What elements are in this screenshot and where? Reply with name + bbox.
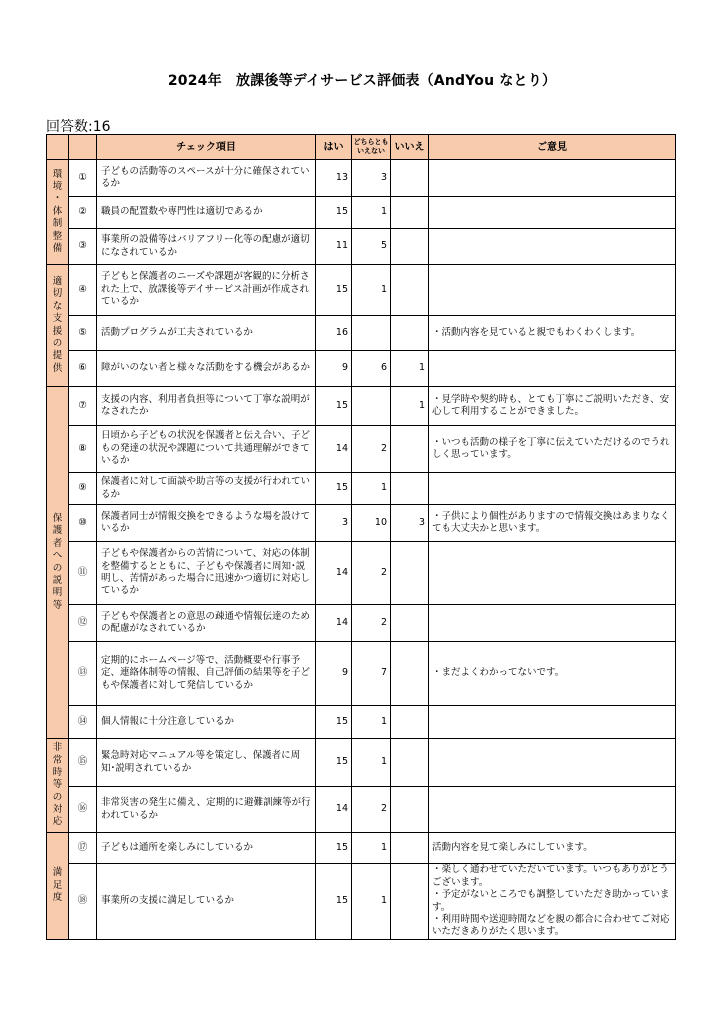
- item-number: ⑨: [69, 473, 97, 505]
- section-char: 常: [52, 754, 63, 766]
- section-char: 度: [52, 892, 63, 904]
- yes-count: 15: [316, 473, 352, 505]
- opinion-text: ・活動内容を見ていると親でもわくわくします。: [432, 326, 641, 338]
- opinion-cell: [429, 542, 676, 605]
- table-row: [47, 787, 676, 833]
- table-row: [47, 833, 676, 864]
- item-number: ②: [69, 197, 97, 229]
- table-row: [47, 642, 676, 706]
- neither-count: 2: [352, 787, 391, 833]
- yes-count: 15: [316, 265, 352, 316]
- check-item-text: 緊急時対応マニュアル等を策定し、保護者に周知･説明されているか: [97, 739, 316, 787]
- table-row: [47, 864, 676, 940]
- neither-count: 6: [352, 351, 391, 387]
- yes-count: 9: [316, 642, 352, 706]
- item-number: ⑱: [69, 864, 97, 940]
- table-row: [47, 197, 676, 229]
- no-count: [391, 642, 429, 706]
- opinion-cell: [429, 160, 676, 197]
- table-row: [47, 265, 676, 316]
- no-count: [391, 542, 429, 605]
- yes-count: 13: [316, 160, 352, 197]
- respondent-count: 回答数:16: [46, 119, 111, 135]
- check-item-text: 個人情報に十分注意しているか: [97, 706, 316, 739]
- section-char: 備: [52, 242, 63, 254]
- no-count: [391, 197, 429, 229]
- table-row: [47, 387, 676, 426]
- opinion-cell: [429, 316, 676, 351]
- neither-count: 1: [352, 739, 391, 787]
- neither-count: 1: [352, 706, 391, 739]
- item-number: ⑥: [69, 351, 97, 387]
- section-char: 護: [52, 525, 63, 537]
- section-char: の: [52, 791, 63, 803]
- opinion-cell: [429, 351, 676, 387]
- yes-count: 15: [316, 739, 352, 787]
- opinion-text: 活動内容を見て楽しみにしています。: [432, 841, 593, 853]
- table-row: [47, 739, 676, 787]
- yes-count: 11: [316, 229, 352, 265]
- check-item-text: 活動プログラムが工夫されているか: [97, 316, 316, 351]
- check-item-text: 子どもと保護者のニーズや課題が客観的に分析された上で、放課後等デイサービス計画が作成されているか: [97, 265, 316, 316]
- table-row: [47, 706, 676, 739]
- check-item-text: 子どもの活動等のスペースが十分に確保されているか: [97, 160, 316, 197]
- yes-count: 15: [316, 706, 352, 739]
- table-row: [47, 351, 676, 387]
- opinion-cell: [429, 787, 676, 833]
- neither-count: 2: [352, 426, 391, 473]
- neither-count: [352, 387, 391, 426]
- opinion-cell: [429, 197, 676, 229]
- section-char: 整: [52, 230, 63, 242]
- section-char: 応: [52, 816, 63, 828]
- section-char: の: [52, 562, 63, 574]
- table-row: [47, 542, 676, 605]
- header-row: [47, 135, 676, 160]
- neither-count: 1: [352, 833, 391, 864]
- item-number: ⑦: [69, 387, 97, 426]
- yes-count: 14: [316, 426, 352, 473]
- section-label: [47, 387, 69, 739]
- opinion-text: ・楽しく通わせていただいています。いつもありがとうございます。: [432, 864, 669, 888]
- neither-count: 1: [352, 265, 391, 316]
- section-char: 足: [52, 879, 63, 891]
- item-number: ⑤: [69, 316, 97, 351]
- no-count: [391, 605, 429, 642]
- neither-count: 7: [352, 642, 391, 706]
- yes-count: 14: [316, 542, 352, 605]
- neither-count: 1: [352, 473, 391, 505]
- check-item-text: 日頃から子どもの状況を保護者と伝え合い、子どもの発達の状況や課題について共通理解ができているか: [97, 426, 316, 473]
- evaluation-table: [46, 134, 676, 940]
- item-number: ⑪: [69, 542, 97, 605]
- section-char: 非: [52, 742, 63, 754]
- header-check-item: チェック項目: [97, 135, 316, 160]
- section-char: 説: [52, 574, 63, 586]
- section-char: 等: [52, 779, 63, 791]
- check-item-text: 保護者に対して面談や助言等の支援が行われているか: [97, 473, 316, 505]
- item-number: ⑰: [69, 833, 97, 864]
- check-item-text: 職員の配置数や専門性は適切であるか: [97, 197, 316, 229]
- check-item-text: 障がいのない者と様々な活動をする機会があるか: [97, 351, 316, 387]
- no-count: [391, 473, 429, 505]
- item-number: ⑫: [69, 605, 97, 642]
- section-char: 境: [52, 181, 63, 193]
- yes-count: 9: [316, 351, 352, 387]
- neither-count: 10: [352, 505, 391, 542]
- header-number: [69, 135, 97, 160]
- item-number: ③: [69, 229, 97, 265]
- opinion-text: ・予定がないところでも調整していただき助かっています。: [432, 889, 670, 913]
- yes-count: 15: [316, 833, 352, 864]
- header-yes: はい: [316, 135, 352, 160]
- opinion-cell: [429, 642, 676, 706]
- opinion-cell: [429, 265, 676, 316]
- section-char: 者: [52, 537, 63, 549]
- opinion-text: ・子供により個性がありますので情報交換はあまりなくても大丈夫かと思います。: [432, 510, 670, 534]
- section-char: 保: [52, 513, 63, 525]
- table-row: [47, 229, 676, 265]
- table-row: [47, 505, 676, 542]
- table-row: [47, 605, 676, 642]
- section-char: 制: [52, 218, 63, 230]
- section-char: 体: [52, 205, 63, 217]
- page-title: 2024年 放課後等デイサービス評価表（AndYou なとり）: [167, 73, 557, 89]
- yes-count: 3: [316, 505, 352, 542]
- no-count: 3: [391, 505, 429, 542]
- item-number: ⑬: [69, 642, 97, 706]
- check-item-text: 事業所の支援に満足しているか: [97, 864, 316, 940]
- check-item-text: 子どもや保護者との意思の疎通や情報伝達のための配慮がなされているか: [97, 605, 316, 642]
- check-item-text: 子どもは通所を楽しみにしているか: [97, 833, 316, 864]
- yes-count: 15: [316, 387, 352, 426]
- table-row: [47, 316, 676, 351]
- opinion-cell: [429, 706, 676, 739]
- table-row: [47, 160, 676, 197]
- opinion-cell: [429, 505, 676, 542]
- section-char: 等: [52, 599, 63, 611]
- check-item-text: 定期的にホームページ等で、活動概要や行事予定、連絡体制等の情報、自己評価の結果等を子どもや保護者に対して発信しているか: [97, 642, 316, 706]
- opinion-cell: [429, 229, 676, 265]
- check-item-text: 非常災害の発生に備え、定期的に避難訓練等が行われているか: [97, 787, 316, 833]
- check-item-text: 子どもや保護者からの苦情について、対応の体制を整備するとともに、子どもや保護者に周知･説明し、苦情があった場合に迅速かつ適切に対応しているか: [97, 542, 316, 605]
- header-no: いいえ: [391, 135, 429, 160]
- no-count: 1: [391, 351, 429, 387]
- yes-count: 16: [316, 316, 352, 351]
- yes-count: 15: [316, 864, 352, 940]
- no-count: 1: [391, 387, 429, 426]
- no-count: [391, 265, 429, 316]
- no-count: [391, 229, 429, 265]
- section-char: 適: [52, 276, 63, 288]
- header-opinion: ご意見: [429, 135, 676, 160]
- opinion-cell: [429, 833, 676, 864]
- neither-count: 2: [352, 542, 391, 605]
- opinion-cell: [429, 739, 676, 787]
- section-char: ・: [52, 193, 63, 205]
- opinion-cell: [429, 426, 676, 473]
- neither-count: 1: [352, 864, 391, 940]
- section-char: 時: [52, 766, 63, 778]
- check-item-text: 保護者同士が情報交換をできるような場を設けているか: [97, 505, 316, 542]
- opinion-cell: [429, 864, 676, 940]
- no-count: [391, 833, 429, 864]
- section-char: の: [52, 337, 63, 349]
- section-char: 明: [52, 587, 63, 599]
- opinion-text: ・利用時間や送迎時間などを親の都合に合わせてご対応いただきありがたく思います。: [432, 913, 670, 938]
- opinion-cell: [429, 387, 676, 426]
- section-char: 環: [52, 168, 63, 180]
- neither-count: 2: [352, 605, 391, 642]
- opinion-cell: [429, 605, 676, 642]
- section-label: [47, 160, 69, 265]
- no-count: [391, 739, 429, 787]
- header-neither: どちらとも いえない: [352, 135, 391, 160]
- item-number: ⑭: [69, 706, 97, 739]
- neither-count: [352, 316, 391, 351]
- opinion-cell: [429, 473, 676, 505]
- section-char: 対: [52, 804, 63, 816]
- section-char: 満: [52, 867, 63, 879]
- item-number: ⑩: [69, 505, 97, 542]
- opinion-text: ・まだよくわかってないです。: [432, 667, 565, 679]
- opinion-text: ・いつも活動の様子を丁寧に伝えていただけるのでうれしく思っています。: [432, 436, 670, 460]
- section-char: 供: [52, 362, 63, 374]
- no-count: [391, 864, 429, 940]
- item-number: ④: [69, 265, 97, 316]
- yes-count: 14: [316, 605, 352, 642]
- header-section: [47, 135, 69, 160]
- neither-count: 1: [352, 197, 391, 229]
- no-count: [391, 316, 429, 351]
- neither-count: 5: [352, 229, 391, 265]
- section-char: へ: [52, 550, 63, 562]
- section-char: 切: [52, 288, 63, 300]
- section-char: な: [52, 300, 63, 312]
- item-number: ⑯: [69, 787, 97, 833]
- opinion-text: ・見学時や契約時も、とても丁寧にご説明いただき、安心して利用することができました。: [432, 393, 670, 417]
- neither-count: 3: [352, 160, 391, 197]
- check-item-text: 事業所の設備等はバリアフリー化等の配慮が適切になされているか: [97, 229, 316, 265]
- section-char: 提: [52, 350, 63, 362]
- section-char: 援: [52, 325, 63, 337]
- table-row: [47, 473, 676, 505]
- item-number: ⑧: [69, 426, 97, 473]
- no-count: [391, 160, 429, 197]
- item-number: ①: [69, 160, 97, 197]
- item-number: ⑮: [69, 739, 97, 787]
- yes-count: 14: [316, 787, 352, 833]
- yes-count: 15: [316, 197, 352, 229]
- table-row: [47, 426, 676, 473]
- no-count: [391, 787, 429, 833]
- no-count: [391, 706, 429, 739]
- section-label: [47, 833, 69, 940]
- section-char: 支: [52, 313, 63, 325]
- section-label: [47, 265, 69, 387]
- section-label: [47, 739, 69, 833]
- no-count: [391, 426, 429, 473]
- check-item-text: 支援の内容、利用者負担等について丁寧な説明がなされたか: [97, 387, 316, 426]
